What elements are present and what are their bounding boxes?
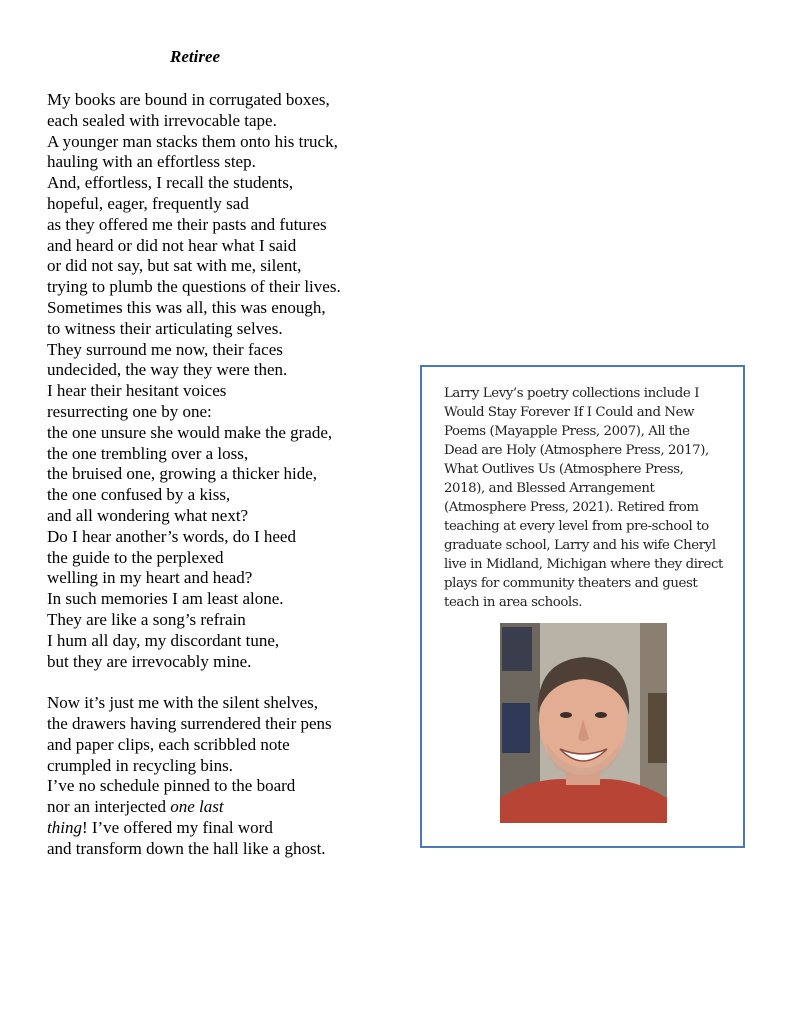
poem-line: welling in my heart and head? [47,568,253,588]
poem-line: the one confused by a kiss, [47,485,231,505]
poem-line: each sealed with irrevocable tape. [47,110,277,130]
poem-line: the drawers having surrendered their pens [47,713,332,733]
poem-line: I hum all day, my discordant tune, [47,630,280,650]
poem-line: and all wondering what next? [47,505,249,525]
poem-line-italic: thing [47,817,82,837]
poem-line: And, effortless, I recall the students, [47,173,294,193]
poem-line: hauling with an effortless step. [47,152,256,172]
bio-line: (Atmosphere Press, 2021). Retired from [444,500,699,515]
poem-line: the one unsure she would make the grade, [47,422,333,442]
author-photo [500,623,667,823]
poem-line: In such memories I am least alone. [47,589,284,609]
author-bio-text [444,384,736,612]
poem-line: and heard or did not hear what I said [47,235,297,255]
bio-line: 2018), and Blessed Arrangement [444,481,655,496]
photo-frame-top-left [502,627,532,671]
poem-line: They are like a song’s refrain [47,609,246,629]
bio-line: Larry Levy’s poetry collections include I [444,386,700,401]
poem-body [47,90,341,859]
poem-line: undecided, the way they were then. [47,360,288,380]
poem-title: Retiree [170,47,221,66]
poem-line: They surround me now, their faces [47,339,283,359]
photo-frame-mid-left [502,703,530,753]
poem-line: crumpled in recycling bins. [47,755,234,775]
poem-line: the one trembling over a loss, [47,443,249,463]
poem-line: but they are irrevocably mine. [47,651,252,671]
poem-line: the guide to the perplexed [47,547,224,567]
poem-line: trying to plumb the questions of their lives. [47,277,341,297]
poem-line: hopeful, eager, frequently sad [47,193,249,213]
bio-line: live in Midland, Michigan where they direct [444,557,723,572]
poem-line: A younger man stacks them onto his truck, [47,131,338,151]
photo-shelf-right [648,693,667,763]
bio-line: Dead are Holy (Atmosphere Press, 2017), [444,443,709,458]
poem-stanza [47,693,341,859]
poem-line-text: ! I’ve offered my final word [81,817,273,837]
poem-line: resurrecting one by one: [47,401,212,421]
poem-line: or did not say, but sat with me, silent, [47,256,302,276]
photo-eye-left [560,712,572,718]
poem-line-italic: one last [170,797,224,817]
photo-eye-right [595,712,607,718]
author-bio-box [420,365,745,848]
poem-line [47,818,341,839]
poem-line: to witness their articulating selves. [47,318,283,338]
bio-line: teach in area schools. [444,595,583,610]
bio-line: teaching at every level from pre-school to [444,519,709,534]
poem-stanza [47,90,341,672]
poem-line: the bruised one, growing a thicker hide, [47,464,318,484]
poem-line: Sometimes this was all, this was enough, [47,297,326,317]
poem-line: My books are bound in corrugated boxes, [47,90,330,109]
poem-line: and transform down the hall like a ghost. [47,838,326,858]
bio-line: plays for community theaters and guest [444,576,698,591]
bio-line: What Outlives Us (Atmosphere Press, [444,462,684,477]
poem-line: Now it’s just me with the silent shelves, [47,693,319,713]
bio-line: graduate school, Larry and his wife Cheryl [444,538,716,553]
bio-line: Would Stay Forever If I Could and New [444,405,695,420]
poem-line: I’ve no schedule pinned to the board [47,776,296,796]
poem-line: and paper clips, each scribbled note [47,734,290,754]
poem-line: as they offered me their pasts and futures [47,214,327,234]
poem-line [47,797,341,818]
poem-line-text: nor an interjected [47,797,171,817]
bio-line: Poems (Mayapple Press, 2007), All the [444,424,690,439]
poem-line: I hear their hesitant voices [47,381,227,401]
poem-line: Do I hear another’s words, do I heed [47,526,296,546]
